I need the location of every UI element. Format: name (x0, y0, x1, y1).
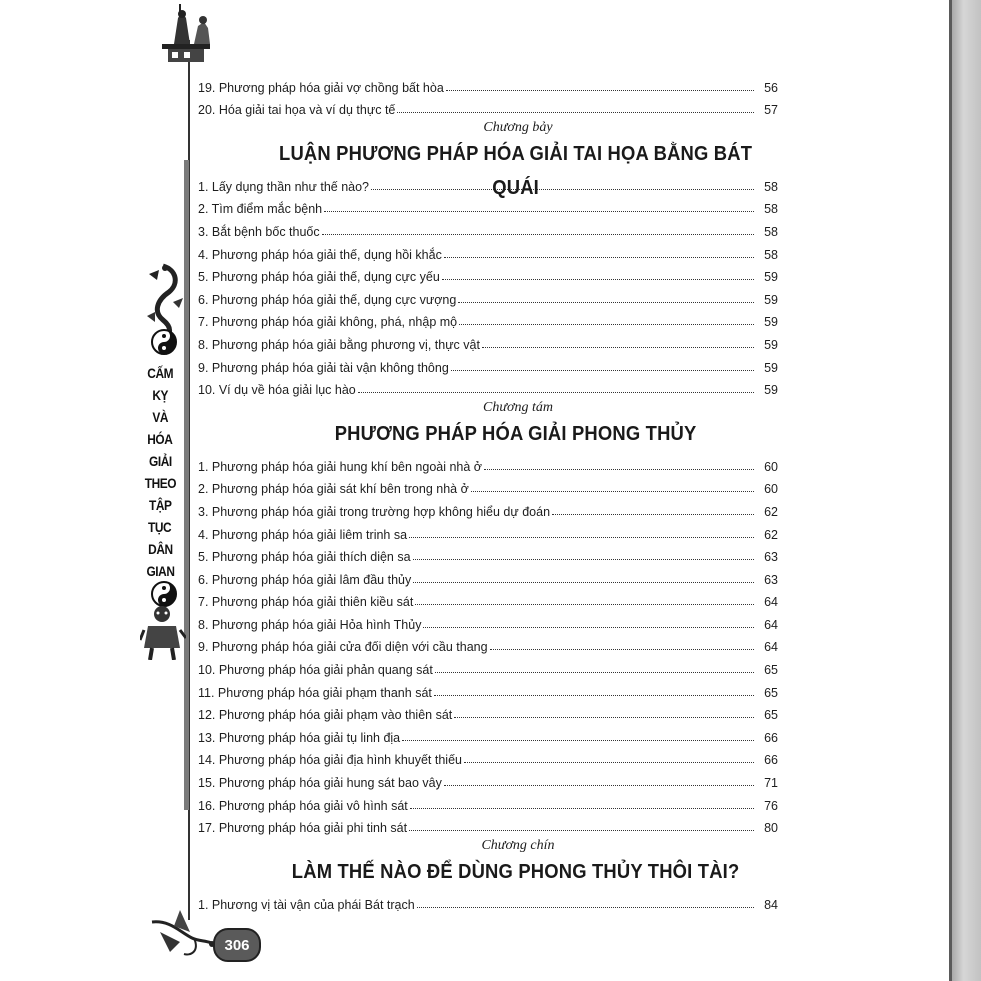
toc-entry (198, 677, 778, 700)
toc-entry-page: 59 (764, 360, 778, 375)
vertical-title-word: TỤC (148, 519, 172, 535)
toc-entry-title: 9. Phương pháp hóa giải cửa đối diện với cầu thang (198, 640, 488, 655)
toc-leader-dots (464, 762, 754, 763)
toc-leader-dots (435, 672, 754, 673)
guardian-figure-icon (140, 604, 186, 660)
toc-leader-dots (423, 627, 754, 628)
margin-bar (184, 160, 189, 810)
toc-entry (198, 262, 778, 285)
toc-leader-dots (397, 112, 754, 113)
toc-entry (198, 609, 778, 632)
toc-entry (198, 519, 778, 542)
toc-entry-page: 65 (764, 685, 778, 700)
toc-entry-title: 5. Phương pháp hóa giải thích diện sa (198, 550, 411, 565)
toc-entry (198, 654, 778, 677)
toc-entry (198, 95, 778, 118)
toc-entry-title: 2. Tìm điểm mắc bệnh (198, 202, 323, 217)
toc-leader-dots (409, 830, 754, 831)
toc-entry (198, 542, 778, 565)
toc-entry-page: 84 (764, 897, 778, 912)
toc-entry-title: 3. Bắt bệnh bốc thuốc (198, 224, 320, 239)
toc-leader-dots (458, 302, 754, 303)
toc-entry-title: 9. Phương pháp hóa giải tài vận không thông (198, 360, 449, 375)
toc-entry-page: 59 (764, 383, 778, 398)
toc-entry-page: 64 (764, 617, 778, 632)
toc-leader-dots (417, 907, 754, 908)
toc-entry-page: 64 (764, 595, 778, 610)
toc-entry (198, 745, 778, 768)
toc-entry (198, 239, 778, 262)
toc-leader-dots (324, 211, 754, 212)
toc-leader-dots (454, 717, 754, 718)
toc-entry-title: 1. Lấy dụng thần như thế nào? (198, 179, 370, 194)
toc-leader-dots (490, 649, 754, 650)
toc-leader-dots (444, 785, 754, 786)
toc-entry-title: 6. Phương pháp hóa giải thế, dụng cực vượng (198, 292, 457, 307)
toc-entry-page: 60 (764, 482, 778, 497)
toc-entry-page: 66 (764, 730, 778, 745)
toc-entry-title: 5. Phương pháp hóa giải thế, dụng cực yếu (198, 270, 440, 285)
toc-entry-page: 80 (764, 821, 778, 836)
toc-entry-page: 59 (764, 292, 778, 307)
toc-entry-page: 59 (764, 337, 778, 352)
vertical-title-word: GIAN (145, 563, 175, 579)
toc-entry (198, 307, 778, 330)
toc-leader-dots (410, 808, 754, 809)
toc-entry (198, 889, 778, 912)
toc-leader-dots (459, 324, 754, 325)
chapter-title: PHƯƠNG PHÁP HÓA GIẢI PHONG THỦY (334, 423, 697, 446)
toc-entry (198, 564, 778, 587)
vertical-title-word: GIẢI (148, 453, 172, 469)
toc-entry-page: 62 (764, 527, 778, 542)
toc-entry (198, 216, 778, 239)
toc-leader-dots (322, 234, 754, 235)
toc-entry-title: 3. Phương pháp hóa giải trong trường hợp không hiểu dự đoán (198, 504, 551, 519)
page-edge-shadow (952, 0, 981, 981)
table-of-contents (198, 72, 778, 912)
toc-leader-dots (434, 695, 754, 696)
toc-entry-title: 17. Phương pháp hóa giải phi tinh sát (198, 821, 408, 836)
toc-leader-dots (484, 469, 754, 470)
toc-entry-page: 58 (764, 224, 778, 239)
toc-leader-dots (444, 257, 754, 258)
toc-entry (198, 496, 778, 519)
vertical-title-word: DÂN (147, 541, 173, 557)
toc-entry-page: 66 (764, 753, 778, 768)
toc-leader-dots (446, 90, 754, 91)
toc-entry (198, 632, 778, 655)
toc-entry (198, 767, 778, 790)
toc-entry-page: 71 (764, 776, 778, 791)
toc-entry-title: 7. Phương pháp hóa giải không, phá, nhập mộ (198, 315, 458, 330)
toc-entry (198, 375, 778, 398)
chapter-title: LÀM THẾ NÀO ĐỂ DÙNG PHONG THỦY THÔI TÀI? (291, 861, 740, 884)
chapter-label: Chương bảy (483, 120, 553, 136)
toc-entry-title: 19. Phương pháp hóa giải vợ chồng bất hòa (198, 80, 444, 95)
toc-entry-page: 63 (764, 572, 778, 587)
toc-entry-page: 60 (764, 459, 778, 474)
toc-leader-dots (413, 559, 754, 560)
toc-entry-title: 20. Hóa giải tai họa và ví dụ thực tế (198, 103, 396, 118)
toc-entry-page: 65 (764, 663, 778, 678)
toc-leader-dots (402, 740, 754, 741)
toc-leader-dots (371, 189, 754, 190)
toc-leader-dots (451, 370, 754, 371)
toc-entry-page: 57 (764, 103, 778, 118)
vertical-title-word: HÓA (147, 431, 173, 447)
toc-entry-page: 59 (764, 270, 778, 285)
toc-entry (198, 722, 778, 745)
toc-leader-dots (358, 392, 754, 393)
toc-entry (198, 587, 778, 610)
toc-leader-dots (471, 491, 754, 492)
scholar-illustration-icon (150, 4, 220, 66)
vertical-book-title (138, 362, 182, 582)
toc-entry (198, 813, 778, 836)
toc-entry-page: 59 (764, 315, 778, 330)
toc-entry-page: 56 (764, 80, 778, 95)
vertical-title-word: CẤM (147, 365, 173, 381)
toc-entry-title: 4. Phương pháp hóa giải thế, dụng hồi khắc (198, 247, 442, 262)
toc-leader-dots (413, 582, 754, 583)
page-number: 306 (213, 928, 261, 962)
toc-leader-dots (552, 514, 754, 515)
toc-entry-page: 58 (764, 247, 778, 262)
toc-entry-title: 12. Phương pháp hóa giải phạm vào thiên sát (198, 708, 453, 723)
toc-leader-dots (415, 604, 754, 605)
toc-entry (198, 790, 778, 813)
toc-entry-title: 13. Phương pháp hóa giải tụ linh địa (198, 730, 401, 745)
toc-entry (198, 329, 778, 352)
chapter-title: LUẬN PHƯƠNG PHÁP HÓA GIẢI TAI HỌA BẰNG BÁT QUÁI (279, 143, 753, 200)
toc-entry (198, 284, 778, 307)
chapter-label: Chương tám (483, 400, 553, 416)
toc-entry (198, 352, 778, 375)
vertical-title-word: THEO (144, 475, 176, 491)
toc-entry-title: 8. Phương pháp hóa giải bằng phương vị, thực vật (198, 337, 480, 352)
toc-entry-page: 62 (764, 504, 778, 519)
chapter-label: Chương chín (481, 838, 555, 854)
toc-entry (198, 451, 778, 474)
toc-entry-title: 6. Phương pháp hóa giải lâm đầu thủy (198, 572, 412, 587)
toc-entry-title: 1. Phương vị tài vận của phái Bát trạch (198, 897, 415, 912)
toc-entry-page: 63 (764, 550, 778, 565)
toc-entry-page: 65 (764, 708, 778, 723)
toc-leader-dots (482, 347, 754, 348)
toc-entry-title: 8. Phương pháp hóa giải Hỏa hình Thủy (198, 617, 422, 632)
toc-leader-dots (409, 537, 754, 538)
vertical-title-word: KỴ (152, 387, 168, 403)
toc-entry (198, 700, 778, 723)
toc-entry-title: 2. Phương pháp hóa giải sát khí bên trong nhà ở (198, 482, 469, 497)
toc-entry-title: 7. Phương pháp hóa giải thiên kiều sát (198, 595, 414, 610)
toc-entry-title: 1. Phương pháp hóa giải hung khí bên ngoài nhà ở (198, 459, 483, 474)
toc-entry (198, 72, 778, 95)
toc-entry (198, 171, 778, 194)
toc-entry-page: 58 (764, 179, 778, 194)
toc-entry-title: 15. Phương pháp hóa giải hung sát bao vây (198, 776, 442, 791)
toc-entry (198, 194, 778, 217)
toc-entry-title: 11. Phương pháp hóa giải phạm thanh sát (198, 685, 432, 700)
toc-entry-title: 16. Phương pháp hóa giải vô hình sát (198, 798, 408, 813)
toc-entry-page: 58 (764, 202, 778, 217)
vertical-title-word: TẬP (148, 497, 172, 513)
vertical-title-word: VÀ (152, 409, 168, 425)
toc-leader-dots (442, 279, 754, 280)
toc-entry-title: 10. Ví dụ về hóa giải lục hào (198, 383, 356, 398)
toc-entry (198, 474, 778, 497)
toc-entry-page: 64 (764, 640, 778, 655)
toc-entry-title: 10. Phương pháp hóa giải phản quang sát (198, 663, 433, 678)
toc-entry-page: 76 (764, 798, 778, 813)
toc-entry-title: 4. Phương pháp hóa giải liêm trinh sa (198, 527, 408, 542)
toc-entry-title: 14. Phương pháp hóa giải địa hình khuyết thiếu (198, 753, 462, 768)
yin-yang-icon (150, 328, 178, 356)
